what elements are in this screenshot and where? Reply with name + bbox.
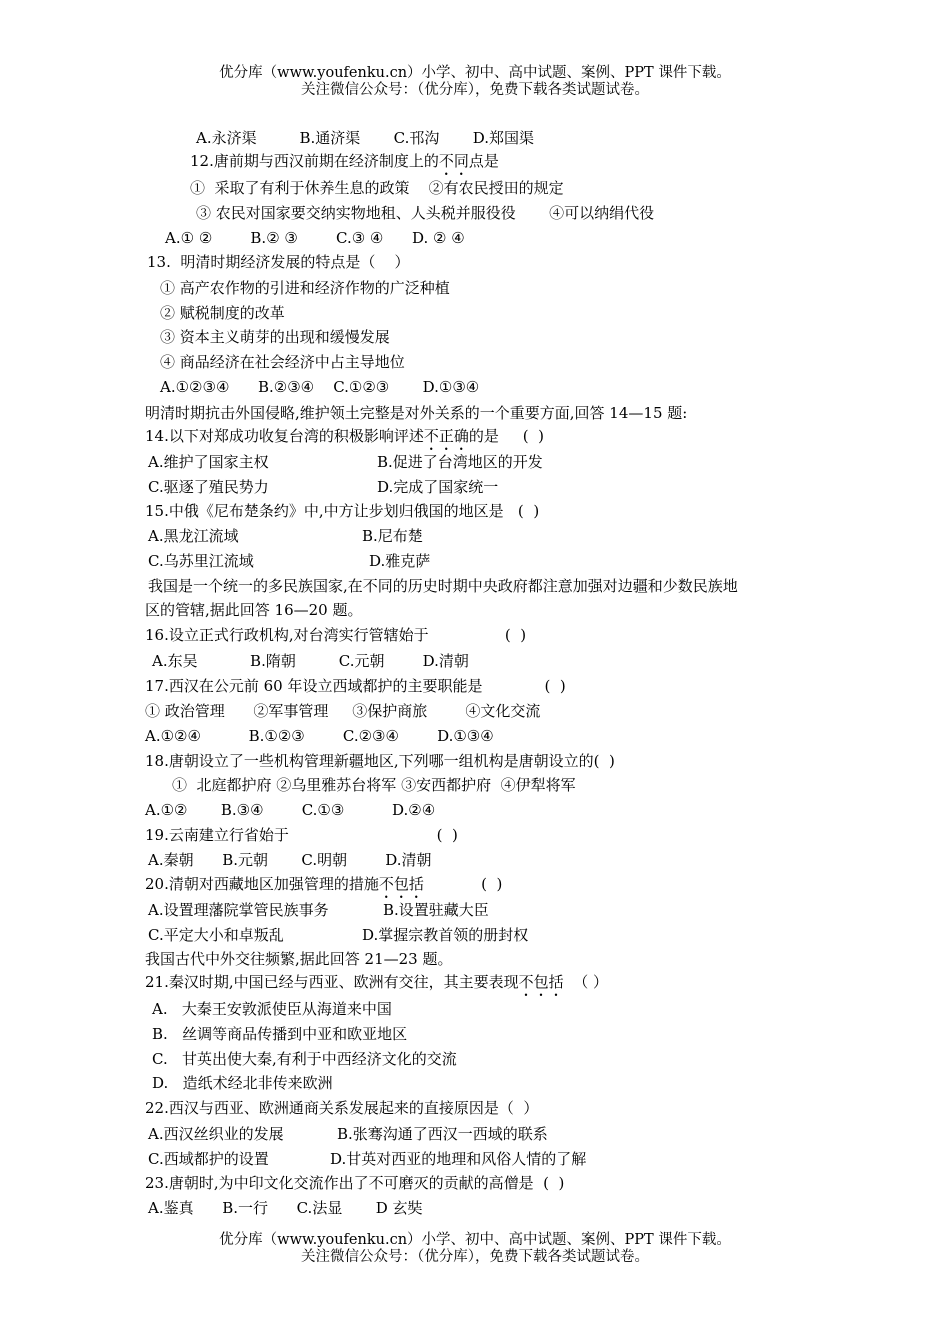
q20-option-d: D.掌握宗教首领的册封权 — [362, 926, 529, 944]
q16-options: A.东吴 B.隋朝 C.元朝 D.清朝 — [152, 652, 469, 670]
q12-options: A.① ② B.② ③ C.③ ④ D. ② ④ — [165, 229, 465, 247]
q14-option-c: C.驱逐了殖民势力 — [148, 478, 269, 496]
q12-stem-end: 点是 — [468, 152, 499, 170]
q13-options: A.①②③④ B.②③④ C.①②③ D.①③④ — [160, 378, 480, 396]
q18-items: ① 北庭都护府 ②乌里雅苏台将军 ③安西都护府 ④伊犁将军 — [172, 776, 576, 794]
q13-item-3: ③ 资本主义萌芽的出现和缓慢发展 — [160, 328, 390, 346]
q14-stem — [145, 426, 544, 454]
q18-stem: 18.唐朝设立了一些机构管理新疆地区,下列哪一组机构是唐朝设立的( ) — [145, 752, 615, 770]
q13-item-4: ④ 商品经济在社会经济中占主导地位 — [160, 353, 405, 371]
q18-options: A.①② B.③④ C.①③ D.②④ — [145, 801, 436, 819]
q22-option-d: D.甘英对西亚的地理和风俗人情的了解 — [330, 1150, 587, 1168]
q13-item-1: ① 高产农作物的引进和经济作物的广泛种植 — [160, 279, 450, 297]
q21-option-b: B. 丝调等商品传播到中亚和欧亚地区 — [152, 1025, 408, 1043]
header-line-2: 关注微信公众号：（优分库），免费下载各类试题试卷。 — [301, 82, 649, 98]
q20-option-b: B.设置驻藏大臣 — [383, 901, 489, 919]
q20-option-a: A.设置理藩院掌管民族事务 — [148, 901, 329, 919]
q19-options: A.秦朝 B.元朝 C.明朝 D.清朝 — [148, 851, 432, 869]
q14-option-d: D.完成了国家统一 — [377, 478, 499, 496]
q14-option-b: B.促进了台湾地区的开发 — [377, 453, 543, 471]
q22-option-c: C.西域都护的设置 — [148, 1150, 269, 1168]
q21-stem-end: （ ） — [563, 973, 608, 991]
q22-option-b: B.张骞沟通了西汉一西域的联系 — [337, 1125, 548, 1143]
q21-option-a: A. 大秦王安敦派使臣从海道来中国 — [152, 1000, 392, 1018]
q21-stem — [145, 972, 608, 1000]
q21-emphasis: 不包括 — [518, 973, 564, 991]
q23-stem: 23.唐朝时,为中印文化交流作出了不可磨灭的贡献的高僧是 ( ) — [145, 1174, 565, 1192]
header-line-1: 优分库（www.youfenku.cn）小学、初中、高中试题、案例、PPT 课件下载。 — [219, 65, 731, 81]
q15-stem: 15.中俄《尼布楚条约》中,中方让步划归俄国的地区是 ( ) — [145, 502, 540, 520]
q20-option-c: C.平定大小和卓叛乱 — [148, 926, 284, 944]
q15-option-c: C.乌苏里江流域 — [148, 552, 254, 570]
q12-emphasis: 不同 — [438, 152, 469, 170]
q12-stem — [190, 151, 499, 179]
q17-items: ① 政治管理 ②军事管理 ③保护商旅 ④文化交流 — [145, 702, 541, 720]
q20-stem — [145, 874, 502, 902]
q17-stem: 17.西汉在公元前 60 年设立西域都护的主要职能是 ( ) — [145, 677, 566, 695]
q15-option-d: D.雅克萨 — [369, 552, 431, 570]
q22-option-a: A.西汉丝织业的发展 — [148, 1125, 284, 1143]
q20-stem-text: 20.清朝对西藏地区加强管理的措施 — [145, 875, 379, 893]
q13-stem: 13. 明清时期经济发展的特点是（ ） — [147, 253, 410, 271]
q21-stem-text: 21.秦汉时期,中国已经与西亚、欧洲有交往，其主要表现 — [145, 973, 519, 991]
footer-line-2: 关注微信公众号：（优分库），免费下载各类试题试卷。 — [301, 1249, 649, 1265]
q14-stem-text: 14.以下对郑成功收复台湾的积极影响评述 — [145, 427, 424, 445]
q12-item-1-2: ① 采取了有利于休养生息的政策 ②有农民授田的规定 — [190, 179, 564, 197]
q14-emphasis: 不正确 — [423, 427, 469, 445]
q17-options: A.①②④ B.①②③ C.②③④ D.①③④ — [145, 727, 494, 745]
q12-stem-text: 12.唐前期与西汉前期在经济制度上的 — [190, 152, 439, 170]
q20-stem-end: ( ) — [423, 875, 503, 893]
section-14-15-intro: 明清时期抗击外国侵略,维护领土完整是对外关系的一个重要方面,回答 14—15 题: — [145, 404, 688, 422]
q22-stem: 22.西汉与西亚、欧洲通商关系发展起来的直接原因是（ ） — [145, 1099, 539, 1117]
q16-stem: 16.设立正式行政机构,对台湾实行管辖始于 ( ) — [145, 626, 527, 644]
q13-item-2: ② 赋税制度的改革 — [160, 304, 285, 322]
q20-emphasis: 不包括 — [378, 875, 424, 893]
q11-options: A.永济渠 B.通济渠 C.邗沟 D.郑国渠 — [196, 129, 535, 147]
section-21-23-intro: 我国古代中外交往频繁,据此回答 21—23 题。 — [145, 950, 453, 968]
q21-option-c: C. 甘英出使大秦,有利于中西经济文化的交流 — [152, 1050, 457, 1068]
q14-option-a: A.维护了国家主权 — [148, 453, 269, 471]
section-16-20-intro-cont: 区的管辖,据此回答 16—20 题。 — [145, 601, 363, 619]
footer-line-1: 优分库（www.youfenku.cn）小学、初中、高中试题、案例、PPT 课件下载。 — [219, 1232, 731, 1248]
q15-option-a: A.黑龙江流域 — [148, 527, 239, 545]
q23-options: A.鉴真 B.一行 C.法显 D 玄奘 — [148, 1199, 423, 1217]
q14-stem-end: 的是 ( ) — [468, 427, 544, 445]
q12-item-3-4: ③ 农民对国家要交纳实物地租、人头税并服役役 ④可以纳绢代役 — [196, 204, 655, 222]
q21-option-d: D. 造纸术经北非传来欧洲 — [152, 1074, 333, 1092]
q15-option-b: B.尼布楚 — [362, 527, 423, 545]
section-16-20-intro: 我国是一个统一的多民族国家,在不同的历史时期中央政府都注意加强对边疆和少数民族地 — [148, 577, 738, 595]
q19-stem: 19.云南建立行省始于 ( ) — [145, 826, 458, 844]
